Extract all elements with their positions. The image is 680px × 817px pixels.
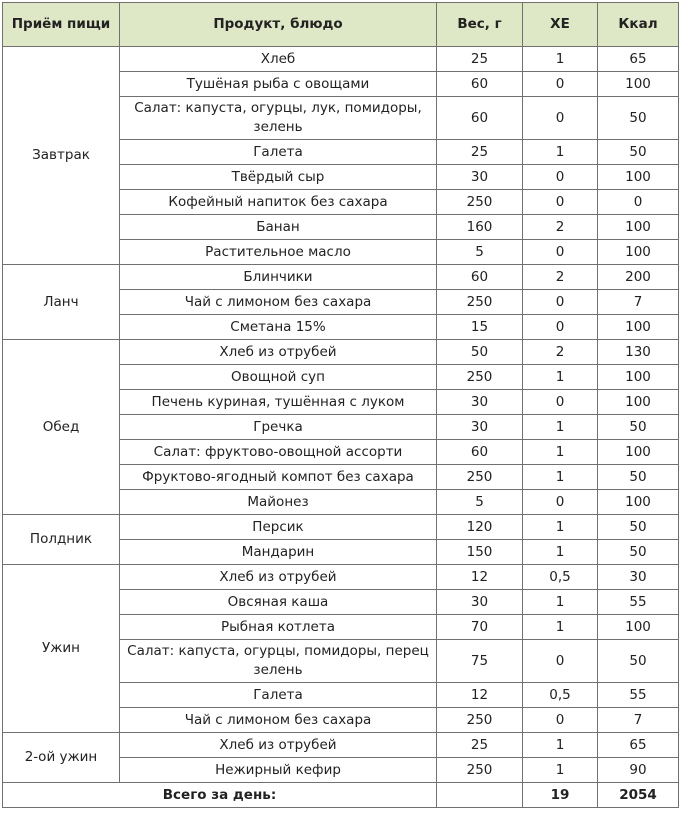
product-cell: Чай с лимоном без сахара [120, 290, 437, 315]
kcal-cell: 130 [598, 340, 679, 365]
kcal-cell: 50 [598, 465, 679, 490]
weight-cell: 250 [437, 758, 523, 783]
product-cell: Майонез [120, 490, 437, 515]
product-cell: Чай с лимоном без сахара [120, 708, 437, 733]
kcal-cell: 50 [598, 140, 679, 165]
xe-cell: 0 [523, 708, 598, 733]
product-cell: Галета [120, 140, 437, 165]
xe-cell: 0 [523, 72, 598, 97]
weight-cell: 5 [437, 240, 523, 265]
xe-cell: 1 [523, 733, 598, 758]
weight-cell: 250 [437, 190, 523, 215]
weight-cell: 250 [437, 465, 523, 490]
header-xe: ХЕ [523, 3, 598, 47]
product-cell: Хлеб из отрубей [120, 565, 437, 590]
header-row [3, 3, 679, 47]
total-kcal: 2054 [598, 783, 679, 808]
meal-name: Полдник [3, 515, 120, 565]
weight-cell: 160 [437, 215, 523, 240]
product-cell: Блинчики [120, 265, 437, 290]
xe-cell: 0 [523, 640, 598, 683]
weight-cell: 12 [437, 565, 523, 590]
kcal-cell: 100 [598, 72, 679, 97]
weight-cell: 70 [437, 615, 523, 640]
xe-cell: 1 [523, 590, 598, 615]
header-meal: Приём пищи [3, 3, 120, 47]
xe-cell: 0 [523, 390, 598, 415]
diet-menu-table [2, 2, 679, 808]
header-kcal: Ккал [598, 3, 679, 47]
kcal-cell: 100 [598, 315, 679, 340]
weight-cell: 60 [437, 97, 523, 140]
product-cell: Мандарин [120, 540, 437, 565]
product-cell: Галета [120, 683, 437, 708]
meal-name: 2-ой ужин [3, 733, 120, 783]
product-cell: Салат: капуста, огурцы, лук, помидоры, зелень [120, 97, 437, 140]
xe-cell: 0,5 [523, 565, 598, 590]
product-cell: Хлеб из отрубей [120, 340, 437, 365]
xe-cell: 0 [523, 315, 598, 340]
product-cell: Овсяная каша [120, 590, 437, 615]
weight-cell: 5 [437, 490, 523, 515]
weight-cell: 30 [437, 390, 523, 415]
kcal-cell: 50 [598, 515, 679, 540]
xe-cell: 1 [523, 415, 598, 440]
header-product: Продукт, блюдо [120, 3, 437, 47]
xe-cell: 1 [523, 465, 598, 490]
xe-cell: 2 [523, 340, 598, 365]
weight-cell: 150 [437, 540, 523, 565]
kcal-cell: 7 [598, 708, 679, 733]
kcal-cell: 100 [598, 615, 679, 640]
kcal-cell: 100 [598, 215, 679, 240]
kcal-cell: 100 [598, 240, 679, 265]
meal-name: Ланч [3, 265, 120, 340]
kcal-cell: 50 [598, 415, 679, 440]
weight-cell: 75 [437, 640, 523, 683]
xe-cell: 0 [523, 240, 598, 265]
kcal-cell: 50 [598, 97, 679, 140]
weight-cell: 60 [437, 440, 523, 465]
xe-cell: 0 [523, 165, 598, 190]
product-cell: Овощной суп [120, 365, 437, 390]
kcal-cell: 55 [598, 590, 679, 615]
product-cell: Кофейный напиток без сахара [120, 190, 437, 215]
product-cell: Салат: фруктово-овощной ассорти [120, 440, 437, 465]
weight-cell: 30 [437, 165, 523, 190]
xe-cell: 1 [523, 758, 598, 783]
xe-cell: 1 [523, 365, 598, 390]
table-row [3, 47, 679, 72]
xe-cell: 1 [523, 440, 598, 465]
kcal-cell: 100 [598, 440, 679, 465]
kcal-cell: 65 [598, 733, 679, 758]
product-cell: Персик [120, 515, 437, 540]
product-cell: Тушёная рыба с овощами [120, 72, 437, 97]
total-label: Всего за день: [3, 783, 437, 808]
table-row [3, 515, 679, 540]
weight-cell: 250 [437, 365, 523, 390]
kcal-cell: 7 [598, 290, 679, 315]
kcal-cell: 50 [598, 640, 679, 683]
product-cell: Гречка [120, 415, 437, 440]
xe-cell: 1 [523, 540, 598, 565]
product-cell: Рыбная котлета [120, 615, 437, 640]
header-weight: Вес, г [437, 3, 523, 47]
meal-name: Ужин [3, 565, 120, 733]
xe-cell: 0 [523, 97, 598, 140]
weight-cell: 12 [437, 683, 523, 708]
xe-cell: 2 [523, 265, 598, 290]
table-row [3, 265, 679, 290]
weight-cell: 15 [437, 315, 523, 340]
menu-body [3, 47, 679, 783]
weight-cell: 250 [437, 708, 523, 733]
table-row [3, 340, 679, 365]
weight-cell: 60 [437, 72, 523, 97]
weight-cell: 30 [437, 415, 523, 440]
product-cell: Нежирный кефир [120, 758, 437, 783]
product-cell: Фруктово-ягодный компот без сахара [120, 465, 437, 490]
weight-cell: 25 [437, 47, 523, 72]
xe-cell: 0,5 [523, 683, 598, 708]
xe-cell: 1 [523, 615, 598, 640]
xe-cell: 1 [523, 47, 598, 72]
xe-cell: 0 [523, 490, 598, 515]
kcal-cell: 200 [598, 265, 679, 290]
product-cell: Сметана 15% [120, 315, 437, 340]
product-cell: Салат: капуста, огурцы, помидоры, перец зелень [120, 640, 437, 683]
meal-name: Завтрак [3, 47, 120, 265]
kcal-cell: 55 [598, 683, 679, 708]
total-row [3, 783, 679, 808]
kcal-cell: 65 [598, 47, 679, 72]
total-weight [437, 783, 523, 808]
kcal-cell: 0 [598, 190, 679, 215]
kcal-cell: 100 [598, 490, 679, 515]
xe-cell: 1 [523, 515, 598, 540]
product-cell: Растительное масло [120, 240, 437, 265]
kcal-cell: 50 [598, 540, 679, 565]
kcal-cell: 100 [598, 365, 679, 390]
kcal-cell: 100 [598, 390, 679, 415]
table-row [3, 733, 679, 758]
xe-cell: 0 [523, 190, 598, 215]
weight-cell: 50 [437, 340, 523, 365]
xe-cell: 0 [523, 290, 598, 315]
weight-cell: 25 [437, 733, 523, 758]
kcal-cell: 90 [598, 758, 679, 783]
table-row [3, 565, 679, 590]
kcal-cell: 30 [598, 565, 679, 590]
xe-cell: 1 [523, 140, 598, 165]
product-cell: Хлеб [120, 47, 437, 72]
product-cell: Банан [120, 215, 437, 240]
weight-cell: 60 [437, 265, 523, 290]
weight-cell: 25 [437, 140, 523, 165]
weight-cell: 120 [437, 515, 523, 540]
meal-name: Обед [3, 340, 120, 515]
product-cell: Печень куриная, тушённая с луком [120, 390, 437, 415]
product-cell: Хлеб из отрубей [120, 733, 437, 758]
xe-cell: 2 [523, 215, 598, 240]
weight-cell: 30 [437, 590, 523, 615]
total-xe: 19 [523, 783, 598, 808]
product-cell: Твёрдый сыр [120, 165, 437, 190]
kcal-cell: 100 [598, 165, 679, 190]
weight-cell: 250 [437, 290, 523, 315]
